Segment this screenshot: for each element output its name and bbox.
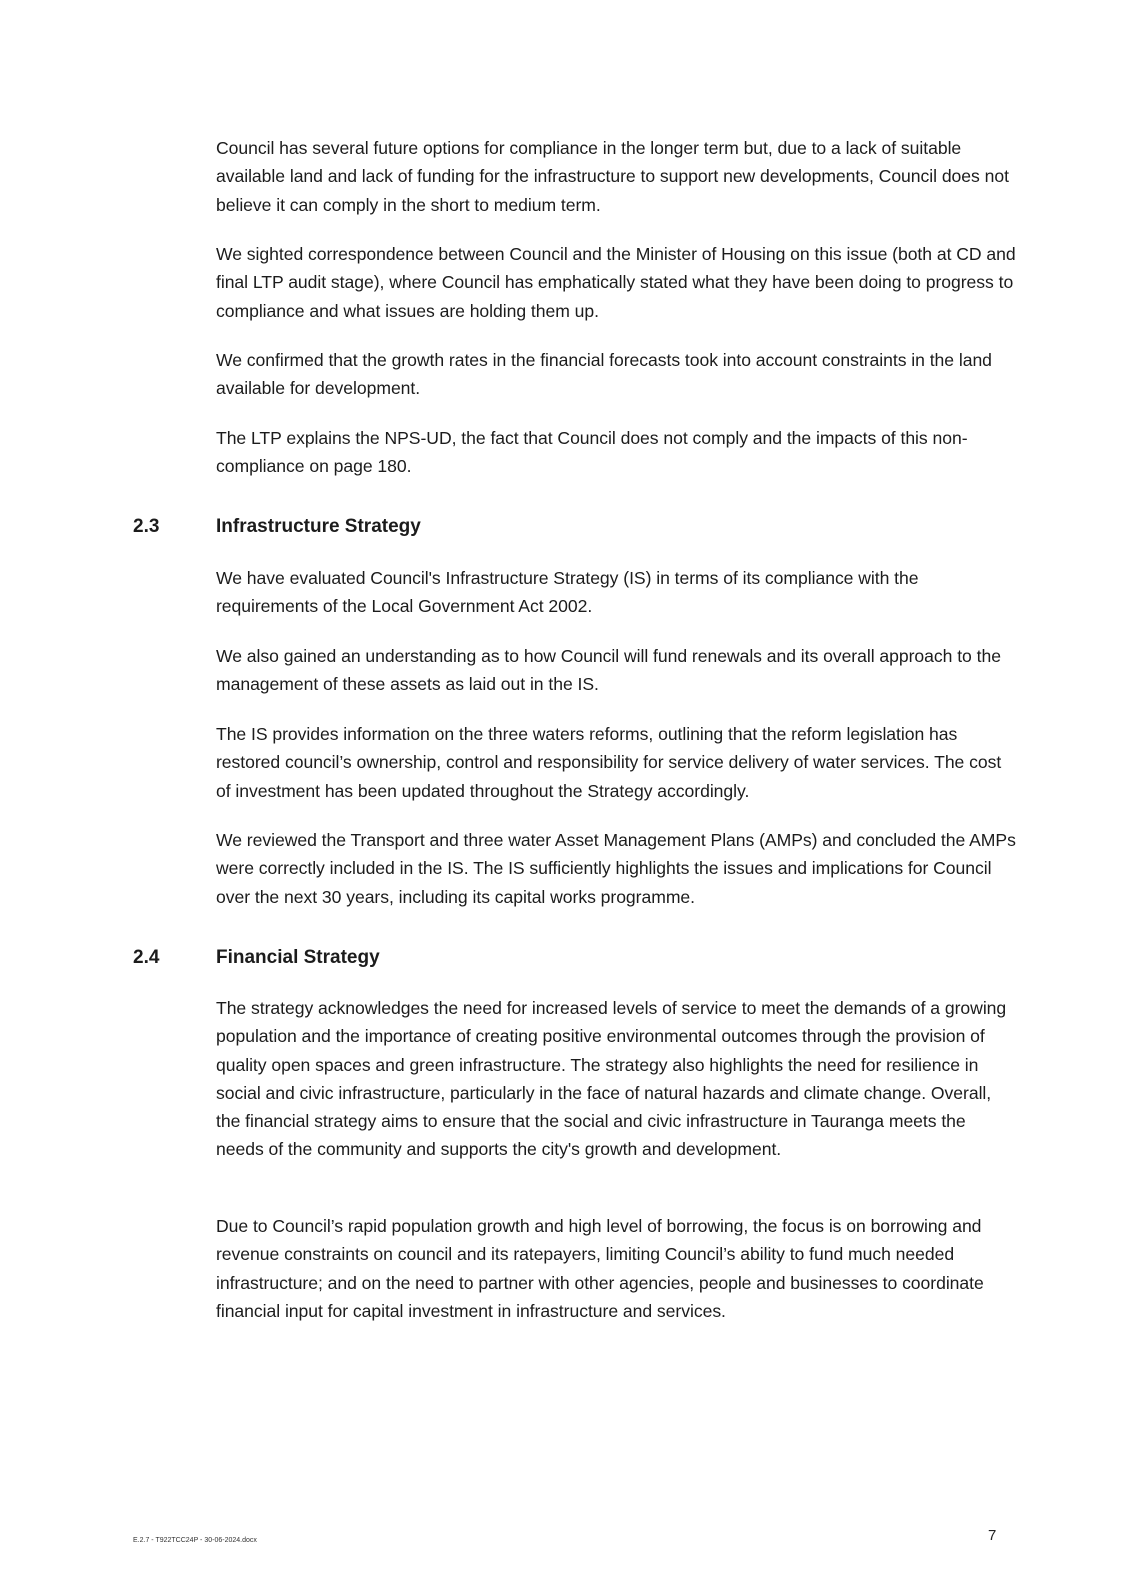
section-number: 2.3 <box>133 516 160 537</box>
section-number: 2.4 <box>133 947 160 968</box>
intro-paragraph-3: We confirmed that the growth rates in the financial forecasts took into account constraints in the land available for development. <box>216 350 992 399</box>
intro-paragraph-2: We sighted correspondence between Council and the Minister of Housing on this issue (both at CD and final LTP audit stage), where Council has emphatically stated what they have been doing to progress to compliance and what issues are holding them up. <box>216 244 1016 321</box>
infrastructure-paragraph-1: We have evaluated Council's Infrastructure Strategy (IS) in terms of its compliance with the requirements of the Local Government Act 2002. <box>216 568 919 617</box>
financial-paragraph-2: Due to Council’s rapid population growth and high level of borrowing, the focus is on borrowing and revenue constraints on council and its ratepayers, limiting Council’s ability to fund much needed infrastructure; and on the need to partner with other agencies, people and businesses to coordinate financial input for capital investment in infrastructure and services. <box>216 1216 984 1321</box>
section-title: Financial Strategy <box>216 947 380 968</box>
infrastructure-paragraph-2: We also gained an understanding as to how Council will fund renewals and its overall approach to the management of these assets as laid out in the IS. <box>216 646 1001 695</box>
intro-paragraph-1: Council has several future options for compliance in the longer term but, due to a lack of suitable available land and lack of funding for the infrastructure to support new developments, Council does not believe it can comply in the short to medium term. <box>216 138 1009 215</box>
section-heading-2-3 <box>133 513 933 541</box>
infrastructure-paragraph-4: We reviewed the Transport and three water Asset Management Plans (AMPs) and concluded the AMPs were correctly included in the IS. The IS sufficiently highlights the issues and implications for Council over the next 30 years, including its capital works programme. <box>216 830 1016 907</box>
footer-document-reference: E.2.7 - T922TCC24P - 30-06-2024.docx <box>133 1537 257 1544</box>
section-heading-2-4 <box>133 944 933 972</box>
intro-paragraph-4: The LTP explains the NPS-UD, the fact that Council does not comply and the impacts of this non-compliance on page 180. <box>216 428 968 477</box>
financial-paragraph-1: The strategy acknowledges the need for increased levels of service to meet the demands of a growing population and the importance of creating positive environmental outcomes through the provision of quality open spaces and green infrastructure. The strategy also highlights the need for resilience in social and civic infrastructure, particularly in the face of natural hazards and climate change. Overall, the financial strategy aims to ensure that the social and civic infrastructure in Tauranga meets the needs of the community and supports the city's growth and development. <box>216 998 1007 1160</box>
infrastructure-paragraph-3: The IS provides information on the three waters reforms, outlining that the reform legislation has restored council’s ownership, control and responsibility for service delivery of water services. The cost of investment has been updated throughout the Strategy accordingly. <box>216 724 1002 801</box>
page-number: 7 <box>988 1527 997 1544</box>
section-title: Infrastructure Strategy <box>216 516 421 537</box>
